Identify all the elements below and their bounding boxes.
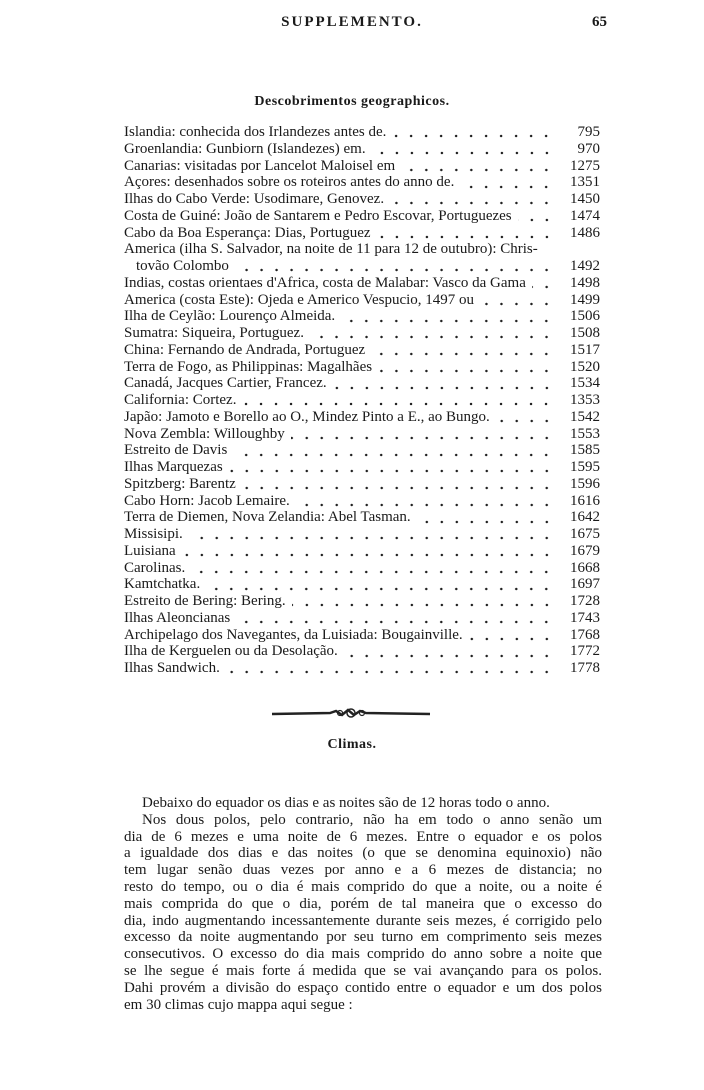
leader-dots xyxy=(417,520,554,524)
entry-year: 1675 xyxy=(570,526,600,542)
entry-text: Ilhas Aleoncianas xyxy=(124,609,231,626)
entry-year: 1506 xyxy=(570,308,600,325)
entry-text: Cabo Horn: Jacob Lemaire. xyxy=(124,492,290,509)
entry-text: Nova Zembla: Willoughby xyxy=(124,425,285,442)
entry-year: 1553 xyxy=(570,425,600,442)
leader-dots xyxy=(371,352,554,356)
paragraph-line: dia de 6 mezes e uma noite de 6 mezes. Entre o equador e os polos xyxy=(124,828,602,845)
leader-dots xyxy=(189,536,554,540)
discovery-entry xyxy=(124,174,600,191)
discovery-entry xyxy=(124,643,600,660)
entry-text: Canarias: visitadas por Lancelot Maloisel em xyxy=(124,157,396,174)
entry-year: 1486 xyxy=(570,224,600,241)
entry-year: 1772 xyxy=(570,643,600,660)
entry-year: 1520 xyxy=(570,358,600,375)
paragraph-line: Debaixo do equador os dias e as noites são de 12 horas todo o anno. xyxy=(142,795,550,811)
entry-year: 1474 xyxy=(570,207,600,224)
section-title-climates: Climas. xyxy=(327,737,377,752)
entry-text: California: Cortez. xyxy=(124,392,237,408)
leader-dots xyxy=(392,134,554,138)
entry-text: Missisipi. xyxy=(124,526,183,542)
entry-text: Terra de Fogo, as Philippinas: Magalhães xyxy=(124,358,373,375)
discovery-entry xyxy=(124,543,600,560)
leader-dots xyxy=(544,252,554,256)
leader-dots xyxy=(460,185,554,189)
discovery-entry xyxy=(124,325,600,342)
discoveries-list xyxy=(124,124,600,677)
entry-year: 1778 xyxy=(570,660,600,676)
discovery-entry xyxy=(124,241,600,258)
leader-dots xyxy=(310,335,554,339)
entry-year: 1697 xyxy=(570,576,600,593)
paragraph-line: mais comprida do que o dia, porém de tal maneira que o excesso do xyxy=(124,895,602,912)
entry-year: 970 xyxy=(577,140,600,157)
entry-year: 1450 xyxy=(570,191,600,207)
entry-text: Cabo da Boa Esperança: Dias, Portuguez xyxy=(124,224,371,241)
entry-text: Ilhas Marquezas xyxy=(124,459,223,475)
discovery-entry xyxy=(124,275,600,292)
paragraph-line: resto do tempo, ou o dia é mais comprido do que a noite, ou a noite é xyxy=(124,878,602,895)
climates-paragraph xyxy=(124,795,602,1013)
leader-dots xyxy=(242,402,554,406)
discovery-entry xyxy=(124,258,600,275)
entry-year: 1498 xyxy=(570,274,600,291)
entry-year: 1508 xyxy=(570,325,600,341)
page-header xyxy=(0,14,704,34)
entry-year: 1542 xyxy=(570,408,600,425)
entry-year: 1275 xyxy=(570,157,600,174)
leader-dots xyxy=(191,570,554,574)
entry-text: Açores: desenhados sobre os roteiros antes do anno de. xyxy=(124,174,455,191)
entry-year: 1596 xyxy=(570,475,600,492)
paragraph-line: Dahi provém a divisão do espaço contido entre o equador e um dos polos xyxy=(124,979,602,996)
entry-year: 1595 xyxy=(570,459,600,475)
entry-text: Ilhas Sandwich. xyxy=(124,660,220,676)
leader-dots xyxy=(390,201,554,205)
entry-text: Indias, costas orientaes d'Africa, costa de Malabar: Vasco da Gama xyxy=(124,274,526,291)
leader-dots xyxy=(377,235,554,239)
discovery-entry xyxy=(124,292,600,309)
leader-dots xyxy=(233,453,554,457)
entry-year: 795 xyxy=(577,124,600,140)
discovery-entry xyxy=(124,459,600,476)
entry-text: Groenlandia: Gunbiorn (Islandezes) em. xyxy=(124,140,366,157)
entry-year: 1534 xyxy=(570,375,600,392)
discovery-entry xyxy=(124,158,600,175)
entry-text: Ilha de Ceylão: Lourenço Almeida. xyxy=(124,308,336,325)
paragraph-line: se lhe segue é mais forte á medida que se vai avançando para os polos. xyxy=(124,962,602,979)
discovery-entry xyxy=(124,476,600,493)
entry-year: 1351 xyxy=(570,174,600,191)
discovery-entry xyxy=(124,593,600,610)
paragraph-line: consecutivos. O excesso do dia mais comprido do anno sobre a noite que xyxy=(124,946,602,963)
entry-text: Islandia: conhecida dos Irlandezes antes de. xyxy=(124,124,387,140)
paragraph-line: a igualdade dos dias e das noites (o que se denomina equinoxio) não xyxy=(124,845,602,862)
leader-dots xyxy=(242,486,554,490)
entry-year: 1668 xyxy=(570,559,600,576)
leader-dots xyxy=(496,419,554,423)
leader-dots xyxy=(292,603,554,607)
discovery-entry xyxy=(124,426,600,443)
discovery-entry xyxy=(124,493,600,510)
entry-year: 1499 xyxy=(570,291,600,308)
leader-dots xyxy=(236,620,554,624)
entry-text: China: Fernando de Andrada, Portuguez xyxy=(124,341,366,358)
entry-text: Sumatra: Siqueira, Portuguez. xyxy=(124,325,304,341)
leader-dots xyxy=(469,637,554,641)
discovery-entry xyxy=(124,359,600,376)
paragraph-line: excesso da noite augmentando por seu turno em comprimento seis mezes xyxy=(124,929,602,946)
leader-dots xyxy=(226,670,554,674)
discovery-entry xyxy=(124,392,600,409)
leader-dots xyxy=(182,553,554,557)
discovery-entry xyxy=(124,191,600,208)
entry-year: 1517 xyxy=(570,341,600,358)
entry-text: tovão Colombo xyxy=(136,258,229,274)
paragraph-line: em 30 climas cujo mappa aqui segue : xyxy=(124,996,353,1013)
leader-dots xyxy=(344,654,554,658)
entry-text: Terra de Diemen, Nova Zelandia: Abel Tasman. xyxy=(124,509,411,526)
leader-dots xyxy=(206,587,554,591)
entry-year: 1642 xyxy=(570,509,600,526)
entry-text: America (ilha S. Salvador, na noite de 11 para 12 de outubro): Chris- xyxy=(124,241,538,258)
leader-dots xyxy=(372,151,554,155)
discovery-entry xyxy=(124,509,600,526)
entry-text: Spitzberg: Barentz xyxy=(124,475,236,492)
running-title: SUPPLEMENTO. xyxy=(281,14,423,30)
discovery-entry xyxy=(124,576,600,593)
discovery-entry xyxy=(124,610,600,627)
leader-dots xyxy=(518,218,554,222)
leader-dots xyxy=(378,369,554,373)
discovery-entry xyxy=(124,526,600,543)
entry-text: Costa de Guiné: João de Santarem e Pedro Escovar, Portuguezes xyxy=(124,207,512,224)
discovery-entry xyxy=(124,308,600,325)
leader-dots xyxy=(532,285,554,289)
section-title-discoveries: Descobrimentos geographicos. xyxy=(254,94,450,109)
ornament-divider xyxy=(270,706,432,720)
entry-text: Estreito de Davis xyxy=(124,442,228,459)
leader-dots xyxy=(291,436,554,440)
leader-dots xyxy=(235,268,554,272)
leader-dots xyxy=(229,469,554,473)
discovery-entry xyxy=(124,124,600,141)
entry-text: Kamtchatka. xyxy=(124,576,201,593)
page-number: 65 xyxy=(592,14,607,30)
discovery-entry xyxy=(124,442,600,459)
discovery-entry xyxy=(124,141,600,158)
discovery-entry xyxy=(124,375,600,392)
entry-text: Japão: Jamoto e Borello ao O., Mindez Pinto a E., ao Bungo. xyxy=(124,408,490,425)
entry-year: 1492 xyxy=(570,258,600,274)
discovery-entry xyxy=(124,560,600,577)
entry-text: Luisiana xyxy=(124,542,176,559)
leader-dots xyxy=(480,302,554,306)
entry-text: Ilha de Kerguelen ou da Desolação. xyxy=(124,643,338,660)
entry-text: Ilhas do Cabo Verde: Usodimare, Genovez. xyxy=(124,191,385,207)
entry-year: 1616 xyxy=(570,492,600,509)
entry-year: 1768 xyxy=(570,626,600,643)
leader-dots xyxy=(296,503,554,507)
entry-text: America (costa Este): Ojeda e Americo Vespucio, 1497 ou xyxy=(124,291,475,308)
discovery-entry xyxy=(124,225,600,242)
discovery-entry xyxy=(124,342,600,359)
discovery-entry xyxy=(124,627,600,644)
leader-dots xyxy=(341,319,554,323)
entry-text: Archipelago dos Navegantes, da Luisiada: Bougainville. xyxy=(124,626,463,643)
discovery-entry xyxy=(124,660,600,677)
leader-dots xyxy=(333,386,554,390)
leader-dots xyxy=(401,168,554,172)
entry-year: 1679 xyxy=(570,542,600,559)
paragraph-line: tem lugar senão duas vezes por anno e a 6 mezes de distancia; no xyxy=(124,862,602,879)
discovery-entry xyxy=(124,208,600,225)
entry-year: 1585 xyxy=(570,442,600,459)
discovery-entry xyxy=(124,409,600,426)
entry-text: Estreito de Bering: Bering. xyxy=(124,593,286,609)
paragraph-line: Nos dous polos, pelo contrario, não ha em todo o anno senão um xyxy=(142,811,602,828)
paragraph-line: dia, indo augmentando incessantemente durante seis mezes, é corrigido pelo xyxy=(124,912,602,929)
entry-text: Canadá, Jacques Cartier, Francez. xyxy=(124,375,327,392)
entry-text: Carolinas. xyxy=(124,559,186,576)
entry-year: 1728 xyxy=(570,593,600,609)
entry-year: 1743 xyxy=(570,609,600,626)
entry-year: 1353 xyxy=(570,392,600,408)
